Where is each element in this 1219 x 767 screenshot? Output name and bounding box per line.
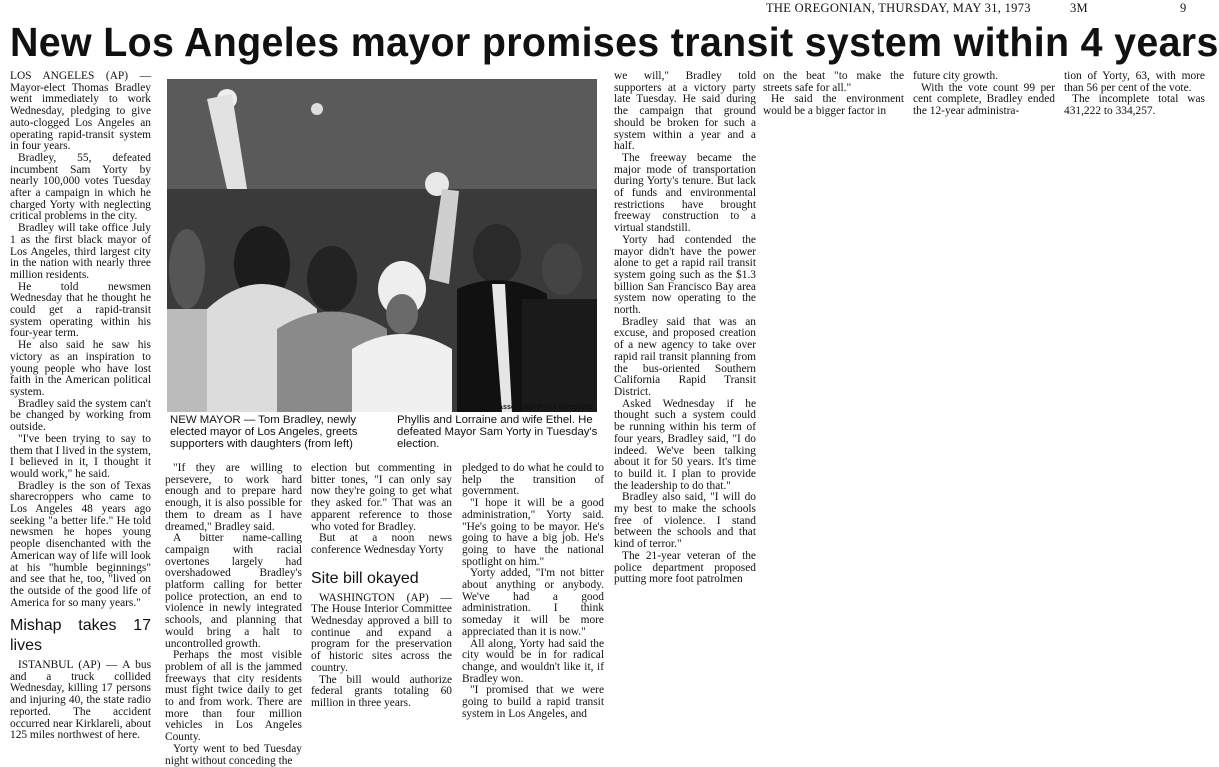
mishap-text: ISTANBUL (AP) — A bus and a truck collided Wednesday, killing 17 persons and injuring 40, the state radio reported. The accident occurred near Kirklareli, about 125 miles northwest of here. <box>10 659 151 742</box>
headline: New Los Angeles mayor promises transit system within 4 years <box>10 19 1219 65</box>
photo-illustration <box>167 79 597 412</box>
masthead-page-number: 9 <box>1180 1 1187 15</box>
site-bill-subhead: Site bill okayed <box>311 569 419 587</box>
paragraph: Bradley is the son of Texas sharecroppers who came to Los Angeles 48 years ago seeking "a better life." He told newsmen he hopes young people disenchanted with the American way of life will look at his "humble beginnings" and see that he, too, "lived on the outside of the good life of America for so many years." <box>10 479 151 609</box>
paragraph: Bradley said the system can't be changed by working from outside. <box>10 397 151 434</box>
paragraph: Asked Wednesday if he thought such a system could be running within his term of four years, Bradley said, "I do indeed. We've been talking about it for 50 years. It's time to build it. I plan to provide the leadership to do that." <box>614 397 756 492</box>
column-5 <box>614 70 756 586</box>
column-1 <box>10 70 151 609</box>
paragraph: But at a noon news conference Wednesday Yorty <box>311 532 452 556</box>
photo-credit: Associated Press Wirephoto <box>498 404 593 411</box>
paragraph: Perhaps the most visible problem of all is the jammed freeways that city residents must fight twice daily to get to and from work. There are more than four million vehicles in Los Angeles County. <box>165 649 302 744</box>
masthead-edition: 3M <box>1070 1 1088 15</box>
photo-caption-right: Phyllis and Lorraine and wife Ethel. He defeated Mayor Sam Yorty in Tuesday's election. <box>397 414 598 451</box>
column-4 <box>462 463 604 718</box>
news-photo <box>167 79 597 412</box>
mishap-subhead: Mishap takes 17 lives <box>10 617 151 654</box>
paragraph: on the beat "to make the streets safe for all." <box>763 70 904 94</box>
column-8 <box>1064 71 1205 119</box>
column-2 <box>165 462 302 767</box>
paragraph: All along, Yorty had said the city would be in for radical change, and wouldn't like it, if Bradley won. <box>462 637 604 685</box>
paragraph: future city growth. <box>913 70 999 82</box>
mishap-brief <box>10 612 151 742</box>
paragraph: we will," Bradley told supporters at a victory party late Tuesday. He said during the campaign that ground should be broken for such a system within a year and a half. <box>614 70 756 153</box>
paragraph: A bitter name-calling campaign with racial overtones largely had overshadowed Bradley's platform calling for better police protection, an end to violence in newly integrated schools, and planning that would bring a halt to uncontrolled growth. <box>165 532 302 650</box>
paragraph: He said the environment would be a bigger factor in <box>763 93 904 118</box>
paragraph: Yorty went to bed Tuesday night without conceding the <box>165 742 302 767</box>
column-3 <box>311 463 452 718</box>
paragraph: The freeway became the major mode of transportation during Yorty's tenure. But lack of funds and environmental restrictions have brought freeway construction to a virtual standstill. <box>614 151 756 235</box>
paragraph: "I hope it will be a good administration," Yorty said. "He's going to be mayor. He's going to have a big job. He's going to have the national spotlight on him." <box>462 497 604 568</box>
column-6 <box>763 71 904 119</box>
paragraph: Yorty added, "I'm not bitter about anything or anybody. We've had a good administration. I think someday it will be more appreciated than it is now." <box>462 567 604 638</box>
paragraph: He also said he saw his victory as an inspiration to young people who have lost faith in the American political system. <box>10 339 151 398</box>
masthead-paper: THE OREGONIAN, THURSDAY, MAY 31, 1973 <box>766 1 1031 15</box>
paragraph: Bradley said that was an excuse, and proposed creation of a new agency to take over rapid rail transit planning from the bus-oriented Southern California Rapid Transit District. <box>614 315 756 398</box>
paragraph: Bradley will take office July 1 as the first black mayor of Los Angeles, third largest city in the nation with nearly three million residents. <box>10 222 151 281</box>
paragraph: WASHINGTON (AP) — The House Interior Committee Wednesday approved a bill to continue and expand a program for the preservation of historic sites across the country. <box>311 591 452 674</box>
photo-caption-left: NEW MAYOR — Tom Bradley, newly elected mayor of Los Angeles, greets supporters with daughters (from left) <box>170 414 358 451</box>
paragraph: pledged to do what he could to help the transition of government. <box>462 462 604 498</box>
masthead <box>760 1 1210 15</box>
paragraph: The 21-year veteran of the police department proposed putting more foot patrolmen <box>614 549 756 586</box>
paragraph: He told newsmen Wednesday that he thought he could get a rapid-transit system operating within his four-year term. <box>10 280 151 340</box>
paragraph: Bradley also said, "I will do my best to make the schools free of violence. I stand between the schools and that kind of terror." <box>614 491 756 551</box>
paragraph: election but commenting in bitter tones, "I can only say now they're going to get what they asked for." That was an apparent reference to those who voted for Bradley. <box>311 462 452 533</box>
paragraph: "If they are willing to persevere, to work hard enough and to prepare hard enough, it is also possible for them to dream as I have dreamed," Bradley said. <box>165 462 302 533</box>
paragraph: The incomplete total was 431,222 to 334,257. <box>1064 93 1205 118</box>
paragraph: LOS ANGELES (AP) — Mayor-elect Thomas Bradley went immediately to work Wednesday, pledging to give auto-clogged Los Angeles an operating rapid-transit system in four years. <box>10 70 151 153</box>
paragraph: Bradley, 55, defeated incumbent Sam Yorty by nearly 100,000 votes Tuesday after a campaign in which he charged Yorty with neglecting critical problems in the city. <box>10 151 151 223</box>
paragraph: The bill would authorize federal grants totaling 60 million in three years. <box>311 673 452 709</box>
paragraph: With the vote count 99 per cent complete, Bradley ended the 12-year administra- <box>913 81 1055 118</box>
column-7 <box>913 71 1055 119</box>
paragraph: "I promised that we were going to build a rapid transit system in Los Angeles, and <box>462 684 604 720</box>
paragraph: "I've been trying to say to them that I lived in the system, I believed in it, I thought it would work," he said. <box>10 432 151 480</box>
paragraph: tion of Yorty, 63, with more than 56 per cent of the vote. <box>1064 70 1205 94</box>
paragraph: Yorty had contended the mayor didn't have the power alone to get a rapid rail transit system going such as the $1.3 billion San Francisco Bay area system now operating to the north. <box>614 233 756 317</box>
